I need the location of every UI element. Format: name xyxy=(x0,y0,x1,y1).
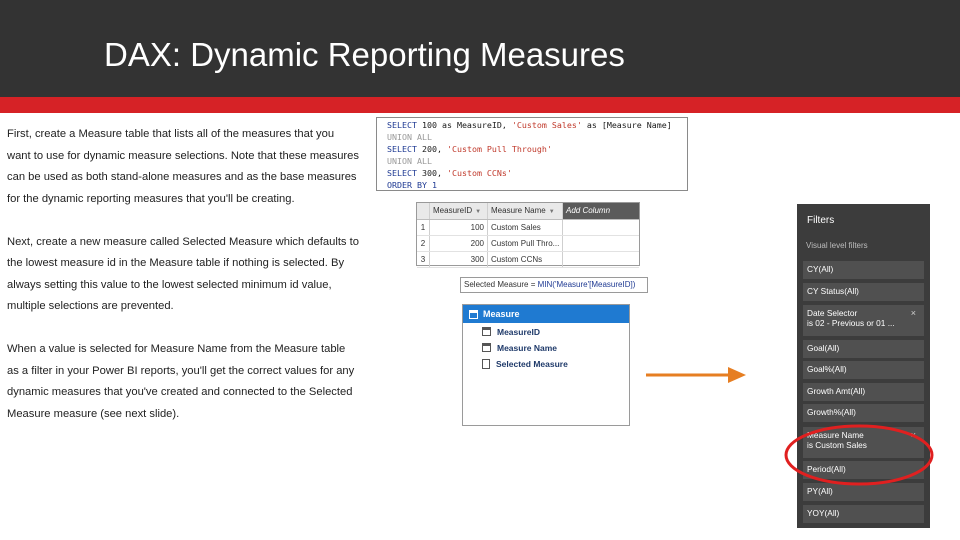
formula-function: MIN('Measure'[MeasureID]) xyxy=(537,280,636,289)
sql-text: 200, xyxy=(416,144,447,154)
filter-value: is Custom Sales xyxy=(807,440,867,450)
cell-measure-name: Custom Pull Thro... xyxy=(488,236,563,251)
column-header-label: MeasureID xyxy=(433,206,473,215)
filter-card-goal[interactable] xyxy=(803,340,924,358)
add-column-header[interactable]: Add Column xyxy=(563,203,639,219)
field-item-measure-name[interactable] xyxy=(463,340,629,355)
dropdown-arrow-icon[interactable]: ▼ xyxy=(475,209,482,215)
cell-empty xyxy=(563,220,639,235)
table-row xyxy=(417,220,639,236)
column-header-measure-name[interactable] xyxy=(488,203,563,219)
table-row xyxy=(417,252,639,268)
filter-card-goal-pct[interactable] xyxy=(803,361,924,379)
row-number: 1 xyxy=(417,220,430,235)
cell-measure-name: Custom CCNs xyxy=(488,252,563,267)
sql-order: ORDER BY 1 xyxy=(387,180,437,190)
dax-formula-bar[interactable] xyxy=(460,277,648,293)
slide-title: DAX: Dynamic Reporting Measures xyxy=(104,36,625,73)
sql-query-box xyxy=(376,117,688,191)
filter-label: Goal%(All) xyxy=(807,364,847,374)
measure-field-list xyxy=(462,304,630,426)
column-header-measureid[interactable] xyxy=(430,203,488,219)
paragraph-2: Next, create a new measure called Selected Measure which defaults to the lowest measure id in the Measure table if nothing is selected. By always setting this value to the lowest selected minimum id value, multiple selections are prevented. xyxy=(7,235,359,312)
close-icon[interactable]: × xyxy=(910,430,916,440)
body-text xyxy=(7,124,359,447)
slide-header xyxy=(0,0,960,97)
sql-text: 100 as MeasureID, xyxy=(416,120,512,130)
sql-keyword: SELECT xyxy=(387,144,417,154)
paragraph-3: When a value is selected for Measure Name from the Measure table as a filter in your Power BI reports, you'll get the correct values for any dynamic measures that you've created and connected to the Selected Measure measure (see next slide). xyxy=(7,343,355,420)
field-item-selected-measure[interactable] xyxy=(463,356,629,371)
orange-arrow-icon xyxy=(646,365,748,385)
formula-prefix: Selected Measure = xyxy=(464,280,538,289)
calculator-icon xyxy=(482,359,490,369)
cell-measureid: 200 xyxy=(430,236,488,251)
row-number: 3 xyxy=(417,252,430,267)
filter-label: Date Selector xyxy=(807,308,858,318)
field-item-measureid[interactable] xyxy=(463,324,629,339)
measure-table xyxy=(416,202,640,266)
filter-card-growth-pct[interactable] xyxy=(803,404,924,422)
filter-label: Growth%(All) xyxy=(807,407,856,417)
cell-measureid: 300 xyxy=(430,252,488,267)
sql-union: UNION ALL xyxy=(387,132,432,142)
filters-title: Filters xyxy=(807,215,835,226)
filter-label: Measure Name xyxy=(807,430,864,440)
filter-card-cy[interactable] xyxy=(803,261,924,279)
column-icon xyxy=(482,327,491,336)
highlight-ellipse xyxy=(782,422,936,488)
sql-union: UNION ALL xyxy=(387,156,432,166)
sql-text: 300, xyxy=(416,168,447,178)
filter-label: CY(All) xyxy=(807,264,834,274)
filter-label: Goal(All) xyxy=(807,343,840,353)
filter-label: Period(All) xyxy=(807,464,846,474)
filter-card-growth-amt[interactable] xyxy=(803,383,924,401)
filter-label: YOY(All) xyxy=(807,508,840,518)
filter-label: CY Status(All) xyxy=(807,286,859,296)
cell-measureid: 100 xyxy=(430,220,488,235)
accent-bar xyxy=(0,97,960,113)
close-icon[interactable]: × xyxy=(910,308,916,318)
row-number: 2 xyxy=(417,236,430,251)
sql-string: 'Custom Sales' xyxy=(511,120,582,130)
filter-card-yoy[interactable] xyxy=(803,505,924,523)
filter-card-date-selector[interactable] xyxy=(803,305,924,336)
cell-empty xyxy=(563,252,639,267)
table-header xyxy=(417,203,639,220)
dropdown-arrow-icon[interactable]: ▼ xyxy=(548,209,555,215)
measure-table-title: Measure xyxy=(483,309,520,319)
sql-keyword: SELECT xyxy=(387,168,417,178)
filter-label: Growth Amt(All) xyxy=(807,386,866,396)
table-row xyxy=(417,236,639,252)
filter-value: is 02 - Previous or 01 ... xyxy=(807,318,895,328)
sql-text: as [Measure Name] xyxy=(581,120,672,130)
filter-card-cy-status[interactable] xyxy=(803,283,924,301)
filter-label: PY(All) xyxy=(807,486,833,496)
column-icon xyxy=(482,343,491,352)
field-label: MeasureID xyxy=(497,326,540,337)
cell-measure-name: Custom Sales xyxy=(488,220,563,235)
column-header-label: Measure Name xyxy=(491,206,546,215)
field-label: Selected Measure xyxy=(496,358,568,369)
measure-table-header[interactable] xyxy=(463,305,629,323)
table-icon xyxy=(469,310,478,319)
field-label: Measure Name xyxy=(497,342,558,353)
sql-string: 'Custom Pull Through' xyxy=(446,144,552,154)
row-number-header xyxy=(417,203,430,219)
sql-keyword: SELECT xyxy=(387,120,417,130)
sql-string: 'Custom CCNs' xyxy=(446,168,512,178)
visual-level-filters-label: Visual level filters xyxy=(806,241,868,250)
paragraph-1: First, create a Measure table that lists all of the measures that you want to use for dynamic measure selections. Note that these measures can be used as both stand-alone measures and as the base measures for the dynamic reporting measures that you'll be creating. xyxy=(7,128,359,205)
cell-empty xyxy=(563,236,639,251)
